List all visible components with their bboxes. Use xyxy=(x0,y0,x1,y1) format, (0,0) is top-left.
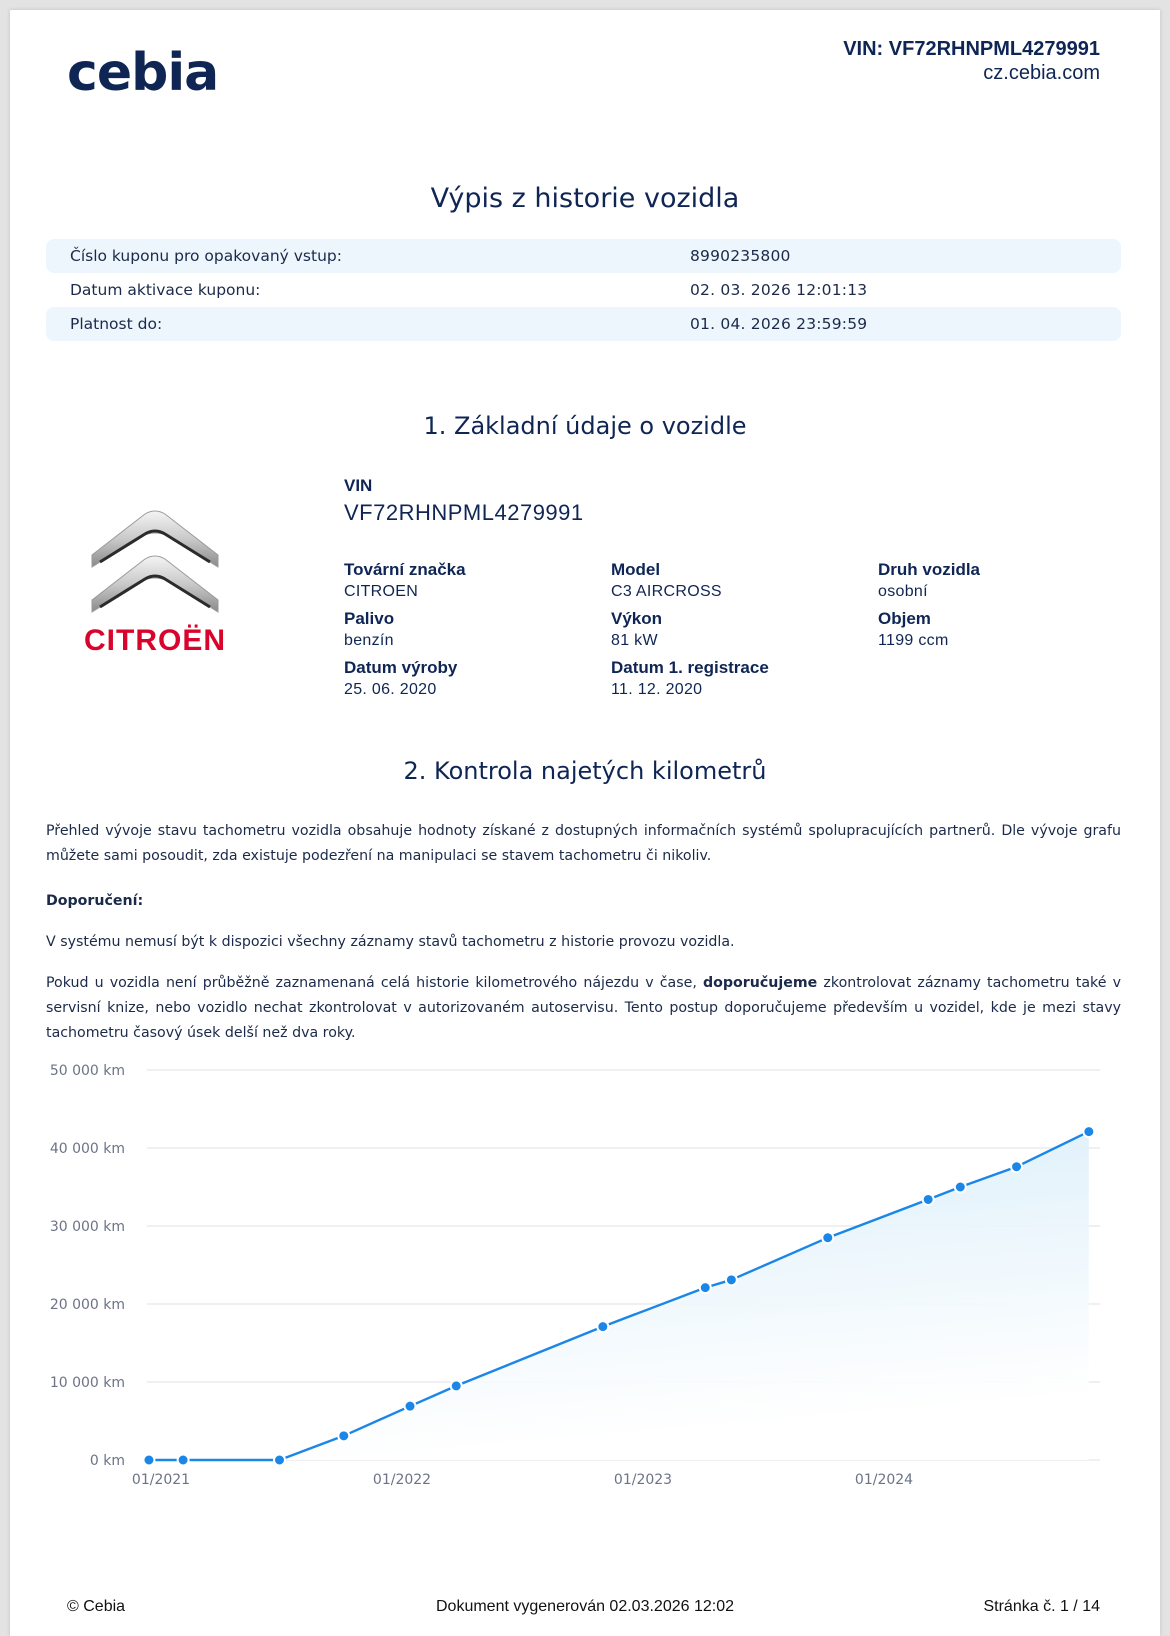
data-point xyxy=(726,1274,737,1285)
spec-label: Druh vozidla xyxy=(878,560,981,579)
footer-page-number: Stránka č. 1 / 14 xyxy=(983,1598,1100,1615)
spec-item xyxy=(611,658,878,699)
odometer-chart xyxy=(10,1060,1160,1510)
spec-item xyxy=(611,609,878,650)
coupon-value: 8990235800 xyxy=(690,247,791,265)
y-tick-label: 40 000 km xyxy=(49,1141,125,1157)
y-tick-label: 30 000 km xyxy=(49,1219,125,1235)
citroen-logo-text: CITROËN xyxy=(84,624,226,657)
footer-generated: Dokument vygenerován 02.03.2026 12:02 xyxy=(436,1598,734,1615)
spec-label: Palivo xyxy=(344,609,395,628)
cebia-logo-text: cebia xyxy=(67,43,219,100)
header-vin: VIN: VF72RHNPML4279991 xyxy=(843,38,1100,60)
x-tick-label: 01/2021 xyxy=(131,1472,191,1488)
spec-label: Datum 1. registrace xyxy=(611,658,769,677)
coupon-row xyxy=(46,307,1121,341)
y-tick-label: 10 000 km xyxy=(49,1375,125,1391)
coupon-value: 02. 03. 2026 12:01:13 xyxy=(690,281,868,299)
spec-value: CITROEN xyxy=(344,583,419,600)
spec-value: benzín xyxy=(344,632,394,649)
spec-item xyxy=(344,609,611,650)
recommendation-paragraph xyxy=(46,971,1121,1046)
spec-label: Datum výroby xyxy=(344,658,458,677)
citroen-logo xyxy=(40,500,270,670)
vehicle-specs xyxy=(344,560,1094,699)
x-tick-label: 01/2022 xyxy=(372,1472,432,1488)
spec-value: 25. 06. 2020 xyxy=(344,681,437,698)
data-point xyxy=(700,1282,711,1293)
data-point xyxy=(597,1321,608,1332)
data-point xyxy=(338,1430,349,1441)
spec-label: Objem xyxy=(878,609,931,628)
y-tick-label: 50 000 km xyxy=(49,1063,125,1079)
coupon-table xyxy=(46,239,1121,341)
y-tick-label: 20 000 km xyxy=(49,1297,125,1313)
recommendation-note: V systému nemusí být k dispozici všechny záznamy stavů tachometru z historie provozu vozidla. xyxy=(46,934,735,950)
coupon-label: Datum aktivace kuponu: xyxy=(70,281,261,299)
page-title: Výpis z historie vozidla xyxy=(430,183,740,214)
data-point xyxy=(955,1182,966,1193)
spec-item xyxy=(878,560,1094,601)
data-point xyxy=(822,1232,833,1243)
data-point xyxy=(1083,1126,1094,1137)
header-site: cz.cebia.com xyxy=(983,62,1100,84)
text-part: zkontrolovat záznamy tachometru také v servisní knize, nebo vozidlo nechat zkontrolovat v autorizovaném autoservisu. Tento postup doporučujeme především u vozidel, kde je mezi stavy tachometru časový úsek delší než dva roky. xyxy=(46,975,1121,1041)
recommendation-heading: Doporučení: xyxy=(46,893,144,909)
area-layer xyxy=(149,1132,1089,1460)
report-page xyxy=(10,10,1160,1636)
data-point xyxy=(451,1380,462,1391)
spec-item xyxy=(344,560,611,601)
data-point xyxy=(405,1401,416,1412)
spec-value: C3 AIRCROSS xyxy=(611,583,722,600)
odometer-area xyxy=(149,1132,1089,1460)
spec-item xyxy=(878,609,1094,650)
spec-value: 1199 ccm xyxy=(878,632,949,649)
section-2-title: 2. Kontrola najetých kilometrů xyxy=(403,757,767,785)
y-tick-label: 0 km xyxy=(89,1453,125,1469)
text-emphasis: doporučujeme xyxy=(703,975,818,991)
data-point xyxy=(143,1455,154,1466)
spec-label: Model xyxy=(611,560,661,579)
text-part: Pokud u vozidla není průběžně zaznamenaná celá historie kilometrového nájezdu v čase, xyxy=(46,975,703,991)
spec-item xyxy=(344,658,611,699)
cebia-logo xyxy=(65,40,235,100)
spec-label: Výkon xyxy=(611,609,663,628)
spec-value: 11. 12. 2020 xyxy=(611,681,703,698)
spec-value: osobní xyxy=(878,583,928,600)
coupon-label: Číslo kuponu pro opakovaný vstup: xyxy=(70,247,342,265)
spec-item xyxy=(611,560,878,601)
header-info xyxy=(843,38,1100,85)
y-axis-labels xyxy=(50,1063,125,1469)
data-point xyxy=(178,1455,189,1466)
coupon-value: 01. 04. 2026 23:59:59 xyxy=(690,315,868,333)
chevron-bottom-icon xyxy=(92,556,218,612)
footer-copyright: © Cebia xyxy=(67,1598,126,1615)
x-tick-label: 01/2024 xyxy=(854,1472,914,1488)
section-1-title: 1. Základní údaje o vozidle xyxy=(423,412,747,440)
data-point xyxy=(274,1455,285,1466)
vin-label: VIN xyxy=(344,476,373,495)
data-point xyxy=(923,1194,934,1205)
vin-value: VF72RHNPML4279991 xyxy=(344,500,584,525)
spec-label: Tovární značka xyxy=(344,560,466,579)
intro-paragraph: Přehled vývoje stavu tachometru vozidla obsahuje hodnoty získané z dostupných informačních systémů spolupracujících partnerů. Dle vývoje grafu můžete sami posoudit, zda existuje podezření na manipulaci se stavem tachometru či nikoliv. xyxy=(46,823,1121,864)
x-tick-label: 01/2023 xyxy=(613,1472,673,1488)
vin-block xyxy=(344,476,584,526)
coupon-row xyxy=(46,273,1121,307)
coupon-label: Platnost do: xyxy=(70,315,163,333)
data-point xyxy=(1011,1161,1022,1172)
coupon-row xyxy=(46,239,1121,273)
spec-value: 81 kW xyxy=(611,632,658,649)
x-axis-labels xyxy=(132,1472,913,1488)
